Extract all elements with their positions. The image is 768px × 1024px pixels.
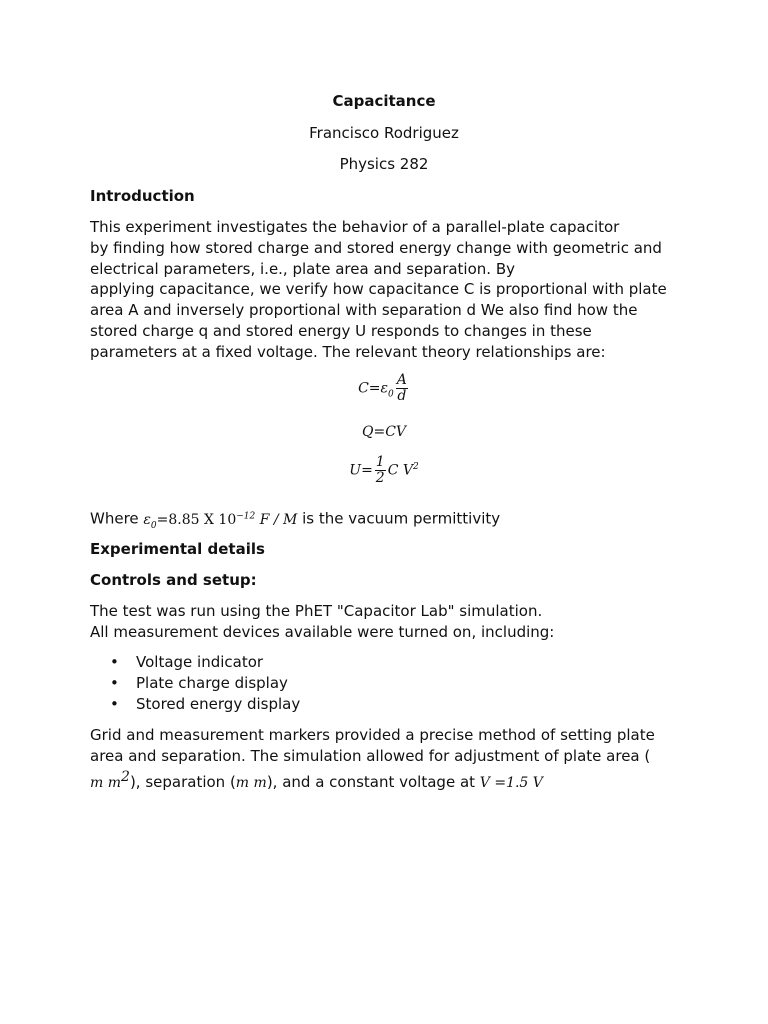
bullet-icon: • (110, 673, 119, 692)
intro-line: area A and inversely proportional with separation d We also find how the (90, 301, 638, 320)
introduction-paragraph (90, 217, 690, 363)
controls-setup-heading: Controls and setup: (90, 571, 257, 589)
experimental-details-heading: Experimental details (90, 540, 265, 558)
grid-paragraph (90, 725, 690, 793)
measurement-devices-list (110, 652, 300, 714)
document-author: Francisco Rodriguez (309, 124, 459, 142)
setup-paragraph (90, 601, 690, 643)
introduction-heading: Introduction (90, 187, 195, 205)
intro-line: parameters at a fixed voltage. The relevant theory relationships are: (90, 342, 606, 361)
grid-last-line: m $m^2$), separation (m m), and a constant voltage at V =1.5 V (90, 768, 543, 791)
list-item: • Stored energy display (110, 694, 301, 713)
bullet-icon: • (110, 694, 119, 713)
setup-line: The test was run using the PhET "Capacitor Lab" simulation. (90, 602, 543, 620)
grid-line: area and separation. The simulation allowed for adjustment of plate area ( (90, 746, 651, 765)
bullet-icon: • (110, 653, 119, 671)
list-item: • Plate charge display (110, 673, 288, 692)
document-course: Physics 282 (339, 155, 429, 173)
intro-line: electrical parameters, i.e., plate area and separation. By (90, 259, 515, 278)
intro-line: applying capacitance, we verify how capacitance C is proportional with plate (90, 280, 667, 299)
area-over-distance-fraction: $\frac{A}{d}$ (396, 372, 407, 404)
intro-line: stored charge q and stored energy U responds to changes in these (90, 321, 592, 340)
permittivity-line: Where $\varepsilon_0=8.85$ X $10^{-12}$ F / M is the vacuum permittivity (90, 509, 501, 531)
energy-equation: U= $\frac{1}{2}$ C $V^2$ (349, 454, 419, 486)
intro-line: by finding how stored charge and stored energy change with geometric and (90, 238, 662, 257)
one-half-fraction: $\frac{1}{2}$ (375, 454, 385, 486)
capacitance-equation: $C=\varepsilon_0$ $\frac{A}{d}$ (358, 372, 407, 404)
charge-equation: Q=CV (361, 424, 407, 440)
intro-line: This experiment investigates the behavior of a parallel-plate capacitor (90, 218, 620, 236)
grid-line: Grid and measurement markers provided a precise method of setting plate (90, 726, 655, 744)
document-title: Capacitance (332, 92, 436, 110)
list-item: • Voltage indicator (110, 653, 264, 671)
setup-line: All measurement devices available were turned on, including: (90, 622, 555, 641)
